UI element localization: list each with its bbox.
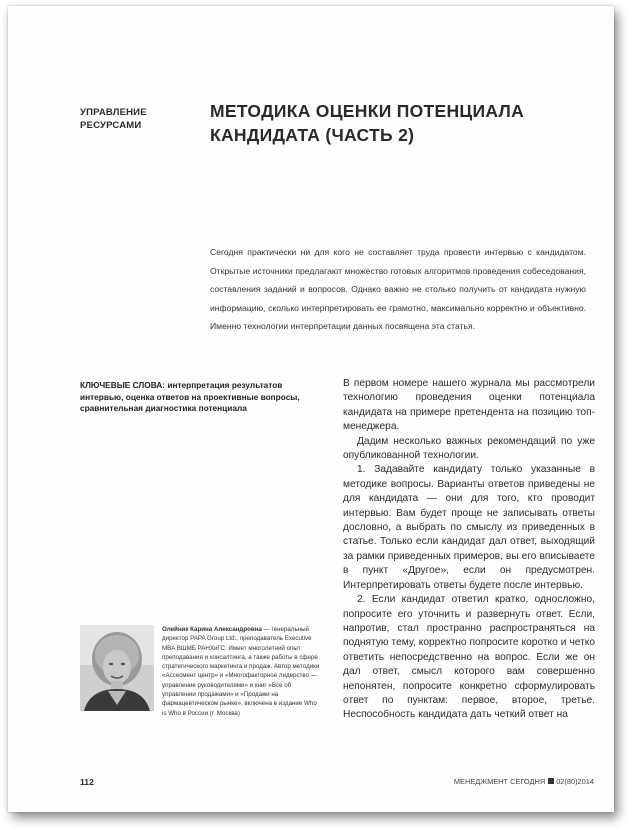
- article-title-line-1: МЕТОДИКА ОЦЕНКИ ПОТЕНЦИАЛА: [210, 101, 525, 121]
- body-paragraph-4: 2. Если кандидат ответил кратко, односложно, попросите его уточнить и развернуть ответ. Если, напротив, стал пространно распространяться на поднятую тему, корректно попросите коротко и четко ответить непосредственно на вопрос. Если же он дал ответ, смысл которого вам совершенно непонятен, попросите конкретно сформулировать ответ по пунктам: первое, второе, третье. Неспособность кандидата дать четкий ответ на: [343, 594, 595, 721]
- lead-paragraph: Сегодня практически ни для кого не составляет труда провести интервью с кандидатом. Открытые источники предлагают множество готовых алгоритмов проведения собеседования, составления заданий и вопросов. Однако важно не столько получить от кандидата нужную информацию, сколько интерпретировать ее грамотно, максимально корректно и объективно. Именно технологии интерпретации данных посвящена эта статья.: [210, 247, 586, 331]
- body-paragraph-2: Дадим несколько важных рекомендаций по уже опубликованной технологии.: [343, 435, 595, 462]
- square-bullet-icon: [548, 778, 554, 784]
- section-label-line-1: УПРАВЛЕНИЕ: [80, 107, 147, 118]
- keywords-label: КЛЮЧЕВЫЕ СЛОВА:: [80, 380, 166, 390]
- body-paragraph-3: 1. Задавайте кандидату только указанные в методике вопросы. Варианты ответов приведены не для кандидата — они для того, кто проводит интервью. Вам будет проще не записывать ответы дословно, а выбрать по смыслу из приведенных в статье. Только если кандидат дал ответ, выходящий за рамки приведенных примеров, вы его вписываете в пункт «Другое», если он предусмотрен. Интерпретировать ответы будете после интервью.: [343, 464, 595, 591]
- section-label-line-2: РЕСУРСАМИ: [80, 120, 142, 131]
- journal-footer: [438, 777, 594, 786]
- page-number: 112: [80, 777, 94, 787]
- author-bio: [162, 625, 322, 718]
- author-portrait-icon: [80, 625, 154, 711]
- article-lead: [210, 243, 586, 336]
- author-description: — генеральный директор PAPA Group Ltd., преподаватель Executive MBA ВШМБ РАНХиГС. Имеет многолетний опыт преподавания и консалтинга, а также работы в сфере стратегического маркетинга и продаж. Автор методики «Ассесмент центр» и «Многофакторное лидерство — управление руководителями» и книг «Все об управлении продажами» и «Продажи на фармацевтическом рынке», включена в издание Who is Who в России (г. Москва): [162, 626, 320, 717]
- keywords-value: интерпретация результатов интервью, оценка ответов на проективные вопросы, сравнительная диагностика потенциала: [80, 380, 300, 413]
- author-photo: [80, 625, 154, 711]
- article-body: [343, 377, 595, 723]
- author-name: Олейник Карина Александровна: [162, 626, 262, 633]
- magazine-page: [8, 6, 614, 812]
- journal-issue: 02(80)2014: [556, 777, 594, 786]
- journal-name: МЕНЕДЖМЕНТ СЕГОДНЯ: [453, 777, 546, 786]
- section-label: [80, 106, 180, 132]
- article-title-line-2: КАНДИДАТА (ЧАСТЬ 2): [210, 125, 415, 145]
- keywords-block: [80, 380, 320, 415]
- body-paragraph-1: В первом номере нашего журнала мы рассмотрели технологию проведения оценки потенциала кандидата на примере претендента на позицию топ-менеджера.: [343, 378, 595, 433]
- article-title: [210, 99, 590, 147]
